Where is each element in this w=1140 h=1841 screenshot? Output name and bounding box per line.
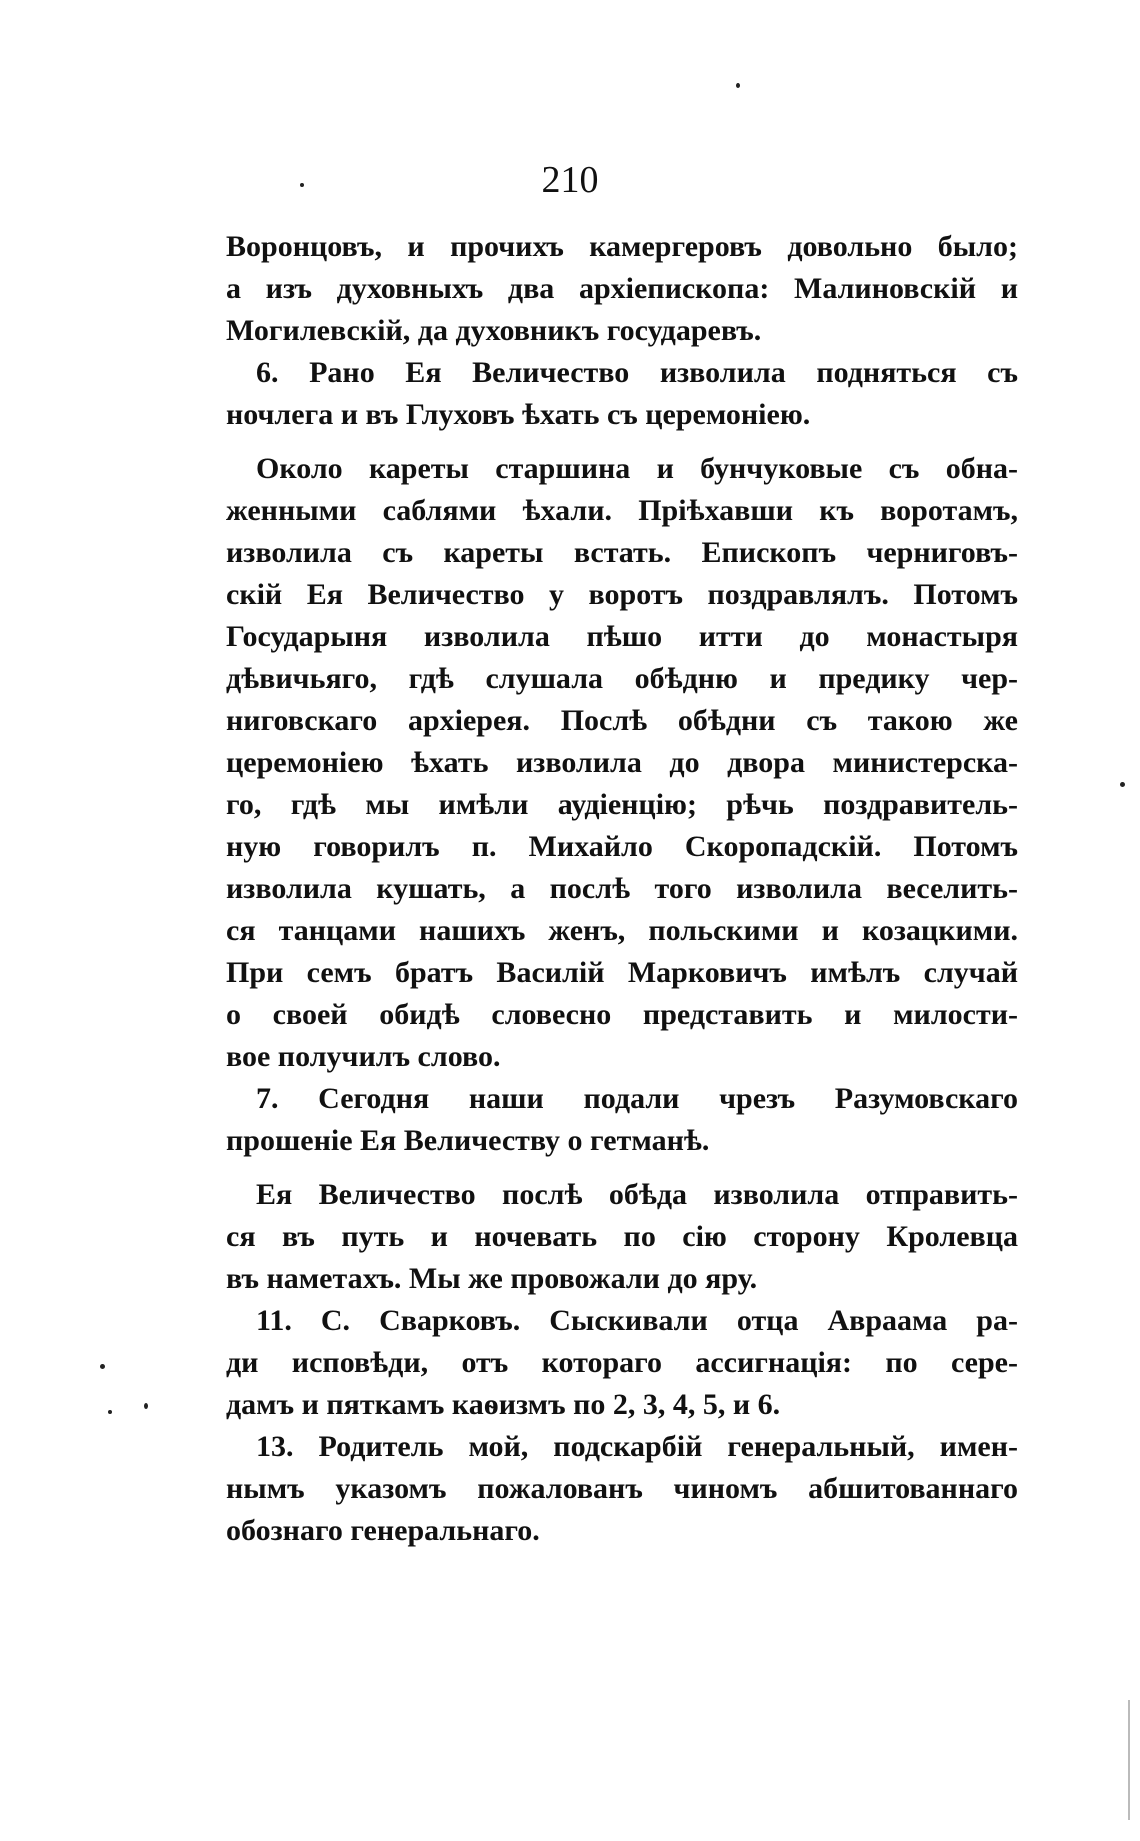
text-line: го, гдѣ мы имѣли аудіенцію; рѣчь поздравитель- xyxy=(226,788,1018,821)
text-line: Государыня изволила пѣшо итти до монастыря xyxy=(226,620,1018,653)
text-line: ся въ путь и ночевать по сію сторону Кролевца xyxy=(226,1220,1018,1253)
text-line: ниговскаго архіерея. Послѣ обѣдни съ такою же xyxy=(226,704,1018,737)
text-line: ную говорилъ п. Михайло Скоропадскій. Потомъ xyxy=(226,830,1018,863)
print-speck xyxy=(1120,782,1125,787)
print-speck xyxy=(108,1410,112,1414)
text-line: При семъ братъ Василій Марковичъ имѣлъ случай xyxy=(226,956,1018,989)
print-speck xyxy=(144,1403,148,1409)
text-line: нымъ указомъ пожалованъ чиномъ абшитованнаго xyxy=(226,1472,1018,1505)
text-line: церемоніею ѣхать изволила до двора министерска- xyxy=(226,746,1018,779)
text-line: а изъ духовныхъ два архіепископа: Малиновскій и xyxy=(226,272,1018,305)
text-line: скій Ея Величество у воротъ поздравлялъ. Потомъ xyxy=(226,578,1018,611)
text-line: изволила съ кареты встать. Епископъ черниговъ- xyxy=(226,536,1018,569)
text-line: Ея Величество послѣ обѣда изволила отправить- xyxy=(256,1178,1018,1211)
text-line: дамъ и пяткамъ каѳизмъ по 2, 3, 4, 5, и 6. xyxy=(226,1388,781,1421)
text-line: 11. С. Сварковъ. Сыскивали отца Авраама ра- xyxy=(256,1304,1018,1337)
text-line: изволила кушать, а послѣ того изволила веселить- xyxy=(226,872,1018,905)
text-line: о своей обидѣ словесно представить и милости- xyxy=(226,998,1018,1031)
print-speck xyxy=(736,83,740,88)
text-line: прошеніе Ея Величеству о гетманѣ. xyxy=(226,1124,710,1157)
print-speck xyxy=(300,183,304,187)
page-number: 210 xyxy=(541,159,599,201)
print-speck xyxy=(100,1364,105,1369)
text-line: обознаго генеральнаго. xyxy=(226,1514,540,1547)
body-text xyxy=(226,226,1018,1552)
text-line: 13. Родитель мой, подскарбій генеральный, имен- xyxy=(256,1430,1018,1463)
scan-edge-mark xyxy=(1128,1700,1130,1820)
text-line: ся танцами нашихъ женъ, польскими и козацкими. xyxy=(226,914,1018,947)
text-line: Воронцовъ, и прочихъ камергеровъ довольно было; xyxy=(226,230,1018,263)
text-line: дѣвичьяго, гдѣ слушала обѣдню и предику чер- xyxy=(226,662,1018,695)
text-line: ди исповѣди, отъ котораго ассигнація: по сере- xyxy=(226,1346,1018,1379)
text-line: Около кареты старшина и бунчуковые съ обна- xyxy=(256,452,1018,485)
text-line: женными саблями ѣхали. Пріѣхавши къ воротамъ, xyxy=(226,494,1018,527)
text-line: Могилевскій, да духовникъ государевъ. xyxy=(226,314,762,347)
text-line: въ наметахъ. Мы же провожали до яру. xyxy=(226,1262,758,1295)
text-line: 7. Сегодня наши подали чрезъ Разумовскаго xyxy=(256,1082,1018,1115)
text-line: 6. Рано Ея Величество изволила подняться съ xyxy=(256,356,1018,389)
text-line: вое получилъ слово. xyxy=(226,1040,501,1073)
text-line: ночлега и въ Глуховъ ѣхать съ церемоніею. xyxy=(226,398,811,431)
